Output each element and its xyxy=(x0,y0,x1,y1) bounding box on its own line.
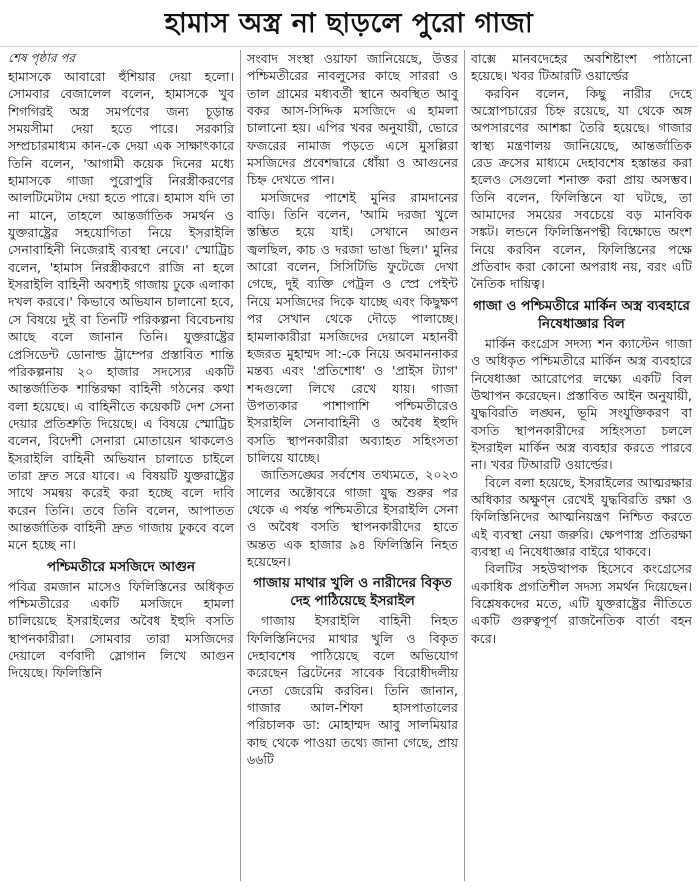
column-3 xyxy=(464,50,692,881)
col2-paragraph-1: সংবাদ সংস্থা ওয়াফা জানিয়েছে, উত্তর পশ্চিমতীরের নাবলুসের কাছে সাররা ও তাল গ্রামের মধ্যবর্তী স্থানে অবস্থিত আবু বকর আস-সিদ্দিক মসজিদে এ হামলা চালানো হয়। এপির খবর অনুযায়ী, ভোরে ফজরের নামাজ পড়তে এসে মুসল্লিরা মসজিদের প্রবেশদ্বারে ধোঁয়া ও আগুনের চিহ্ন দেখতে পান। xyxy=(247,51,458,188)
col3-paragraph-2: করবিন বলেন, কিছু নারীর দেহে অস্ত্রোপচারের চিহ্ন রয়েছে, যা থেকে অঙ্গ অপসারণের আশঙ্কা তৈরি হয়েছে। গাজার স্বাস্থ্য মন্ত্রণালয় জানিয়েছে, আন্তর্জাতিক রেড ক্রসের মাধ্যমে দেহাবশেষ হস্তান্তর করা হলেও সেগুলো শনাক্ত করা প্রায় অসম্ভব। তিনি বলেন, ফিলিস্তিনে যা ঘটছে, তা আমাদের সময়ের সবচেয়ে বড় মানবিক সঙ্কট। লন্ডনে ফিলিস্তিনপন্থী বিক্ষোভে অংশ নিয়ে করবিন বলেন, ফিলিস্তিনের পক্ষে প্রতিবাদ করা কোনো অপরাধ নয়, বরং এটি নৈতিক দায়িত্ব। xyxy=(471,85,692,292)
col3-paragraph-1: বাক্সে মানবদেহের অবশিষ্টাংশ পাঠানো হয়েছে। খবর টিআরটি ওয়ার্ল্ডের xyxy=(471,51,692,84)
headline: হামাস অস্ত্র না ছাড়লে পুরো গাজা xyxy=(164,7,534,39)
article-columns xyxy=(8,50,692,881)
subhead-arms-ban-bill: গাজা ও পশ্চিমতীরে মার্কিন অস্ত্র ব্যবহারে নিষেধাজ্ঞার বিল xyxy=(473,297,690,332)
col3-paragraph-5: বিলটির সহউত্থাপক হিসেবে কংগ্রেসের একাধিক প্রগতিশীল সদস্য সমর্থন দিয়েছেন। বিশ্লেষকদের মতে, এটি যুক্তরাষ্ট্রের নীতিতে একটি গুরুত্বপূর্ণ রাজনৈতিক বার্তা বহন করে। xyxy=(471,561,692,646)
col1-paragraph-2: পবিত্র রমজান মাসেও ফিলিস্তিনের অধিকৃত পশ্চিমতীরের একটি মসজিদে হামলা চালিয়েছে ইসরাইলের অবৈধ ইহুদি বসতি স্থাপনকারীরা। সোমবার তারা মসজিদের দেয়ালে বর্ণবাদী স্লোগান লিখে আগুন দিয়েছে। ফিলিস্তিনি xyxy=(8,578,234,681)
column-1 xyxy=(8,50,240,881)
col3-paragraph-4: বিলে বলা হয়েছে, ইসরাইলের আত্মরক্ষার অধিকার অক্ষুণ্ন রেখেই যুদ্ধবিরতি রক্ষা ও ফিলিস্তিনিদের আত্মনিয়ন্ত্রণ নিশ্চিত করতে এই ব্যবস্থা নেয়া জরুরি। ক্ষেপণাস্ত্র প্রতিরক্ষা ব্যবস্থা এ নিষেধাজ্ঞার বাইরে থাকবে। xyxy=(471,474,692,559)
col2-paragraph-3: জাতিসঙ্ঘের সর্বশেষ তথ্যমতে, ২০২৩ সালের অক্টোবরে গাজা যুদ্ধ শুরুর পর থেকে এ পর্যন্ত পশ্চিমতীরে ইসরাইলি সেনা ও অবৈধ বসতি স্থাপনকারীদের হাতে অন্তত এক হাজার ৯৪ ফিলিস্তিনি নিহত হয়েছেন। xyxy=(247,467,458,569)
column-2 xyxy=(240,50,464,881)
col3-paragraph-3: মার্কিন কংগ্রেস সদস্য শন ক্যাস্টেন গাজা ও অধিকৃত পশ্চিমতীরে মার্কিন অস্ত্র ব্যবহারে নিষেধাজ্ঞা আরোপের লক্ষ্যে একটি বিল উত্থাপন করেছেন। প্রস্তাবিত আইন অনুযায়ী, যুদ্ধবিরতি লঙ্ঘন, ভূমি সংযুক্তিকরণ বা বসতি স্থাপনকারীদের সহিংসতা চললে ইসরাইল মার্কিন অস্ত্র ব্যবহার করতে পারবে না। খবর টিআরটি ওয়ার্ল্ডের। xyxy=(471,335,692,473)
subhead-mosque-fire: পশ্চিমতীরে মসজিদে আগুন xyxy=(46,558,196,575)
col2-paragraph-2: মসজিদের পাশেই মুনির রামদানের বাড়ি। তিনি বলেন, 'আমি দরজা খুলে স্তম্ভিত হয়ে যাই। সেখানে আগুন জ্বলছিল, কাচ ও দরজা ভাঙা ছিল।' মুনির আরো বলেন, সিসিটিভি ফুটেজে দেখা গেছে, দুই ব্যক্তি পেট্রল ও স্প্রে পেইন্ট নিয়ে মসজিদের দিকে যাচ্ছে এবং কিছুক্ষণ পর সেখান থেকে দৌড়ে পালাচ্ছে। হামলাকারীরা মসজিদের দেয়ালে মহানবী হজরত মুহাম্মদ সা:-কে নিয়ে অবমাননাকর মন্তব্য এবং 'প্রতিশোধ' ও 'প্রাইস ট্যাগ' শব্দগুলো লিখে রেখে যায়। গাজা উপত্যকার পাশাপাশি পশ্চিমতীরেও ইসরাইলি সেনাবাহিনী ও অবৈধ ইহুদি বসতি স্থাপনকারীরা অব্যাহত সহিংসতা চালিয়ে যাচ্ছে। xyxy=(247,189,458,465)
continued-from-label: শেষ পৃষ্ঠার পর xyxy=(8,51,76,65)
col1-paragraph-1: হামাসকে আবারো হুঁশিয়ার দেয়া হলো। সোমবার বেজালেল বলেন, হামাসকে খুব শিগগিরই অস্ত্র সমর্পণের জন্য চূড়ান্ত সময়সীমা দেয়া হতে পারে। সরকারি সম্প্রচারমাধ্যম কান-কে দেয়া এক সাক্ষাৎকারে তিনি বলেন, 'আগামী কয়েক দিনের মধ্যে হামাসকে গাজা পুরোপুরি নিরস্ত্রীকরণের আলটিমেটাম দেয়া হতে পারে। হামাস যদি তা না মানে, তাহলে আন্তর্জাতিক সমর্থন ও যুক্তরাষ্ট্রের সহযোগিতা নিয়ে ইসরাইলি সেনাবাহিনী নিজেরাই ব্যবস্থা নেবে।' স্মোট্রিচ বলেন, 'হামাস নিরস্ত্রীকরণে রাজি না হলে ইসরাইলি বাহিনী অবশ্যই গাজায় ঢুকে এলাকা দখল করবে।' কিভাবে অভিযান চালানো হবে, সে বিষয়ে দুই বা তিনটি পরিকল্পনা বিবেচনায় আছে বলে জানান তিনি। যুক্তরাষ্ট্রের প্রেসিডেন্ট ডোনাল্ড ট্রাম্পের প্রস্তাবিত শান্তি পরিকল্পনায় ২০ হাজার সদস্যের একটি আন্তর্জাতিক শান্তিরক্ষা বাহিনী গঠনের কথা বলা হয়েছে। এ বাহিনীতে কয়েকটি দেশ সেনা দেয়ার প্রতিশ্রুতি দিয়েছে। এ বিষয়ে স্মোট্রিচ বলেন, বিদেশী সেনারা মোতায়েন থাকলেও ইসরাইলি বাহিনী অভিযান চালাতে চাইলে তারা দ্রুত সরে যাবে। এ বিষয়টি যুক্তরাষ্ট্রের সাথে সমন্বয় করেই করা হচ্ছে বলে দাবি করেন তিনি। তবে তিনি বলেন, আপাতত আন্তর্জাতিক বাহিনী দ্রুত গাজায় ঢুকবে বলে মনে হচ্ছে না। xyxy=(8,69,234,553)
subhead-skulls-bodies: গাজায় মাথার খুলি ও নারীদের বিকৃত দেহ পাঠিয়েছে ইসরাইল xyxy=(253,575,452,610)
headline-banner xyxy=(0,0,698,47)
col2-paragraph-4: গাজায় ইসরাইলি বাহিনী নিহত ফিলিস্তিনিদের মাথার খুলি ও বিকৃত দেহাবশেষ পাঠিয়েছে বলে অভিযোগ করেছেন ব্রিটেনের সাবেক বিরোধীদলীয় নেতা জেরেমি করবিন। তিনি জানান, গাজার আল-শিফা হাসপাতালের পরিচালক ডা: মোহাম্মদ আবু সালমিয়ার কাছ থেকে পাওয়া তথ্যে জানা গেছে, প্রায় ৬৬টি xyxy=(247,613,458,768)
